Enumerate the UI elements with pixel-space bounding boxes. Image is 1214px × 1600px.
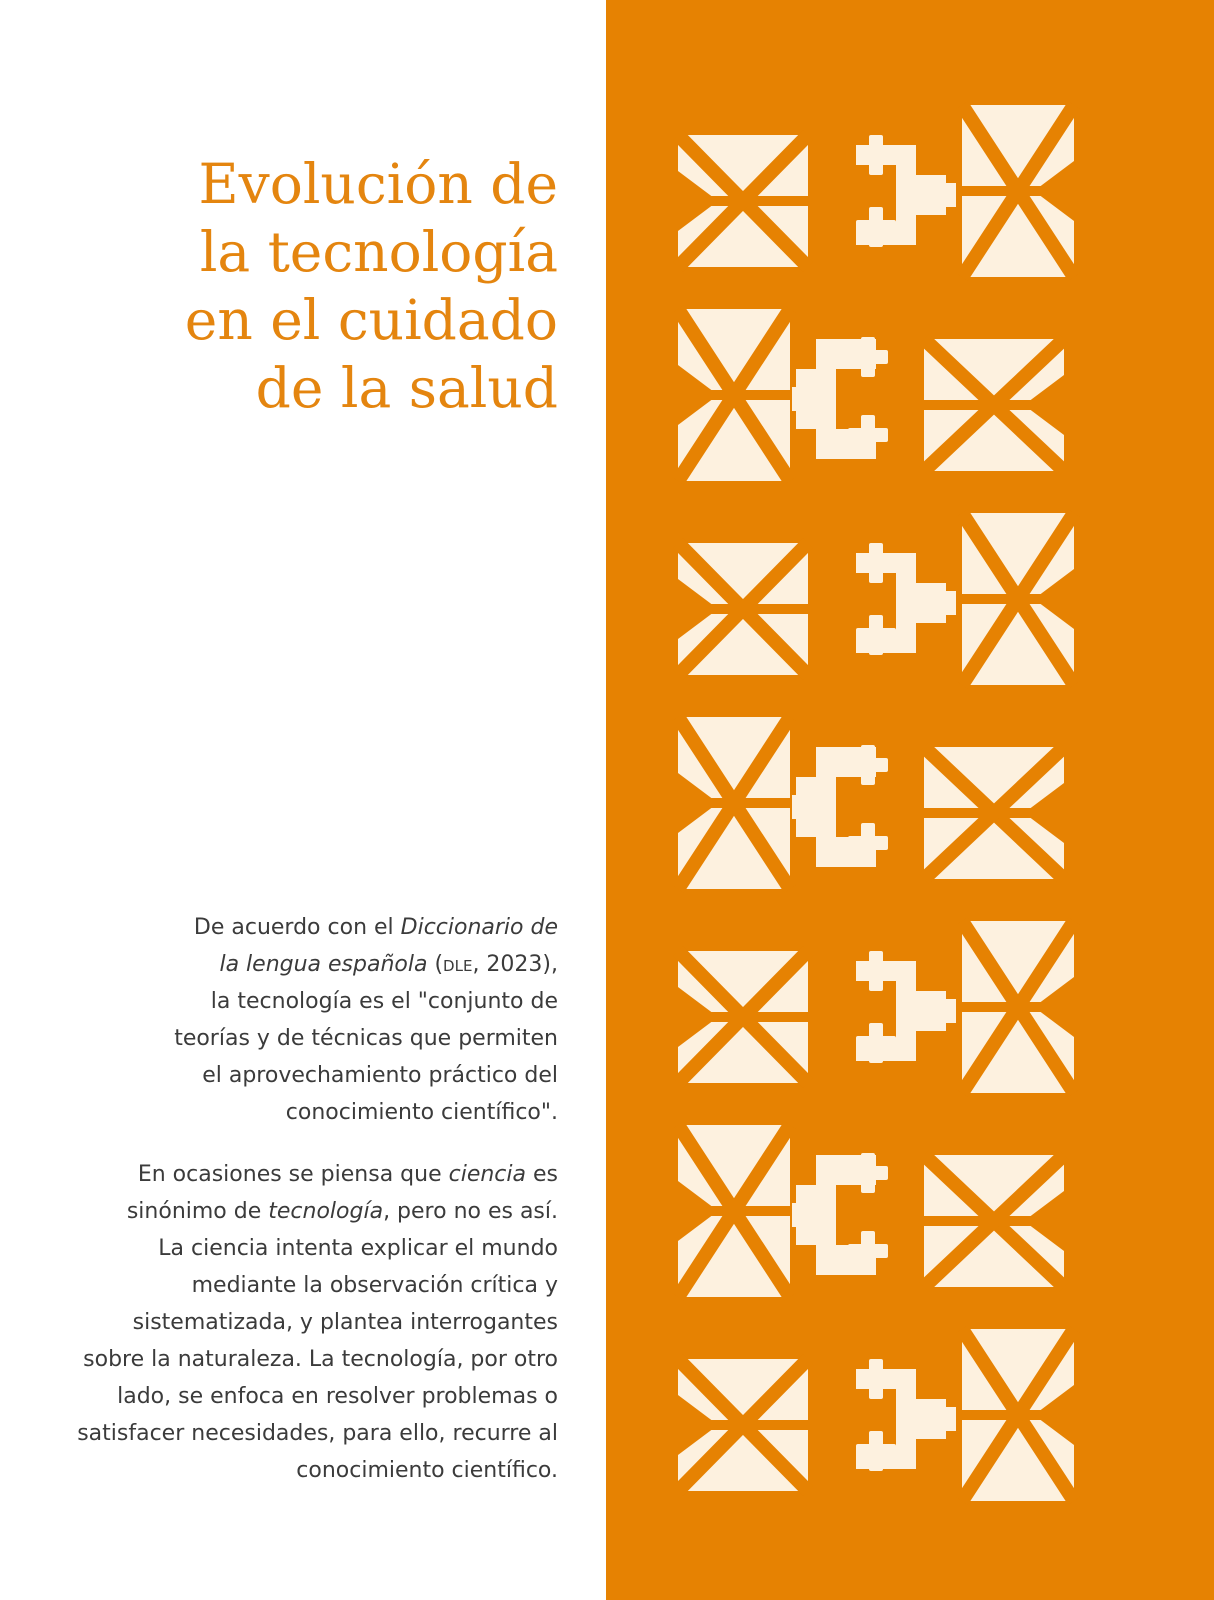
text-run: , pero no es así. — [383, 1199, 558, 1224]
text-run: De acuerdo con el — [193, 915, 401, 940]
text-run: En ocasiones se piensa que — [137, 1162, 449, 1187]
text-line — [0, 1193, 558, 1230]
motif-unit-icon — [678, 105, 1074, 277]
motif-unit-icon — [678, 921, 1074, 1093]
motif-unit-icon — [678, 1125, 1064, 1297]
text-line — [0, 909, 558, 946]
text-run: sinónimo de — [126, 1199, 269, 1224]
motif-unit-icon — [678, 513, 1074, 685]
title-line: Evolución de — [198, 152, 558, 216]
italic-term: tecnología — [268, 1199, 384, 1224]
text-run: , 2023), — [472, 952, 558, 977]
text-run: es — [526, 1162, 558, 1187]
text-line: el aprovechamiento práctico del — [202, 1063, 558, 1088]
text-line: mediante la observación crítica y — [191, 1273, 558, 1298]
text-line — [0, 946, 558, 983]
motif-pattern — [606, 0, 1214, 1600]
motif-unit-icon — [678, 309, 1064, 481]
citation-abbrev: dle — [443, 952, 473, 977]
title-line: la tecnología — [199, 220, 558, 284]
title-line: de la salud — [255, 356, 558, 420]
motif-unit-icon — [678, 717, 1064, 889]
text-line: sobre la naturaleza. La tecnología, por otro — [83, 1347, 558, 1372]
text-line: conocimiento científico". — [285, 1100, 558, 1125]
text-line: lado, se enfoca en resolver problemas o — [117, 1384, 558, 1409]
paragraph-science-vs-technology — [0, 1156, 558, 1489]
text-line: teorías y de técnicas que permiten — [174, 1026, 558, 1051]
italic-term: ciencia — [448, 1162, 526, 1187]
text-line: sistematizada, y plantea interrogantes — [132, 1310, 558, 1335]
paragraph-definition — [0, 909, 558, 1131]
decorative-band — [606, 0, 1214, 1600]
title-line: en el cuidado — [184, 288, 558, 352]
text-line: La ciencia intenta explicar el mundo — [158, 1236, 558, 1261]
italic-reference: la lengua española — [219, 952, 428, 977]
text-line: satisfacer necesidades, para ello, recurre al — [77, 1421, 558, 1446]
text-run: ( — [427, 952, 444, 977]
page-title — [38, 150, 558, 422]
text-line: conocimiento científico. — [296, 1458, 558, 1483]
text-line — [0, 1156, 558, 1193]
italic-reference: Diccionario de — [400, 915, 558, 940]
text-line: la tecnología es el "conjunto de — [210, 989, 558, 1014]
motif-unit-icon — [678, 1329, 1074, 1501]
